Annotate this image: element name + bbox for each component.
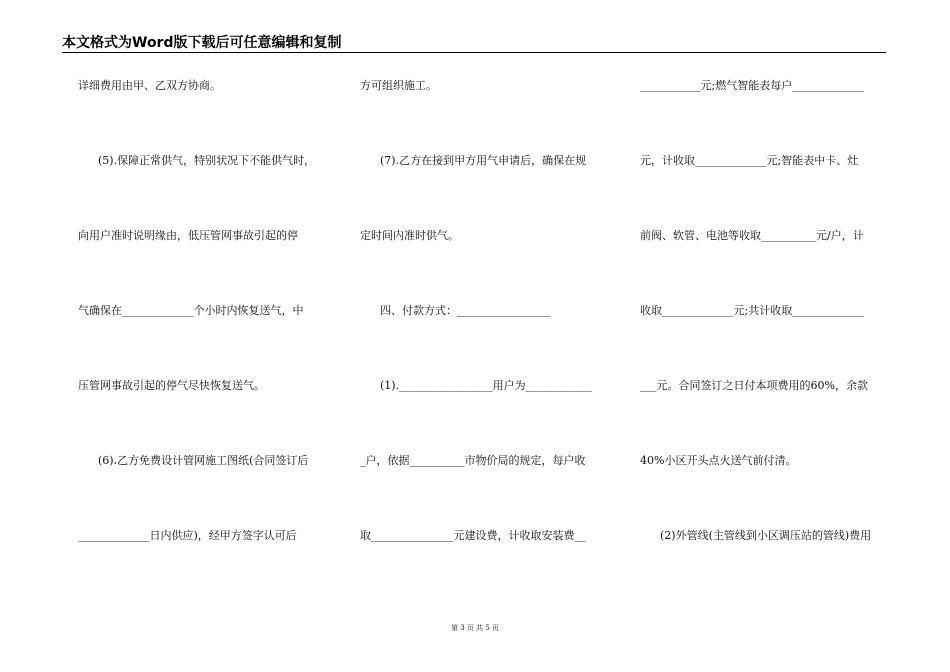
text-line: ___________元;燃气智能表每户_____________ (640, 79, 864, 92)
text-line: _户，依据__________市物价局的规定，每户收 (360, 454, 586, 467)
text-line: 取_______________元建设费，计收取安装费__ (360, 529, 586, 542)
text-line: (7).乙方在接到甲方用气申请后，确保在规 (380, 154, 587, 167)
text-line: _____________日内供应)，经甲方签字认可后 (78, 529, 297, 542)
text-line: 向用户准时说明缘由，低压管网事故引起的停 (78, 229, 298, 242)
page-number: 第 3 页 共 5 页 (450, 624, 500, 632)
text-line: 气确保在_____________个小时内恢复送气，中 (78, 304, 304, 317)
document-header-title: 本文格式为Word版下载后可任意编辑和复制 (62, 35, 342, 51)
text-line: 定时间内准时供气。 (360, 229, 459, 242)
header-divider (62, 52, 886, 53)
text-line: ___元。合同签订之日付本项费用的60%，余款 (640, 379, 868, 392)
text-line: 元，计收取_____________元;智能表中卡、灶 (640, 154, 859, 167)
text-line: (6).乙方免费设计管网施工图纸(合同签订后 (98, 454, 309, 467)
text-line: (2)外管线(主管线到小区调压站的管线)费用 (660, 529, 872, 542)
text-line: 四、付款方式：_________________ (380, 304, 551, 317)
text-line: 方可组织施工。 (360, 79, 437, 92)
text-line: 前阀、软管、电池等收取__________元/户，计 (640, 229, 864, 242)
text-line: 压管网事故引起的停气尽快恢复送气。 (78, 379, 265, 392)
text-line: 详细费用由甲、乙双方协商。 (78, 79, 221, 92)
text-line: 收取_____________元;共计收取_____________ (640, 304, 864, 317)
text-line: (5).保障正常供气，特别状况下不能供气时， (98, 154, 316, 167)
text-line: (1)._________________用户为____________ (380, 379, 592, 392)
text-line: 40%小区开头点火送气前付清。 (640, 454, 797, 467)
